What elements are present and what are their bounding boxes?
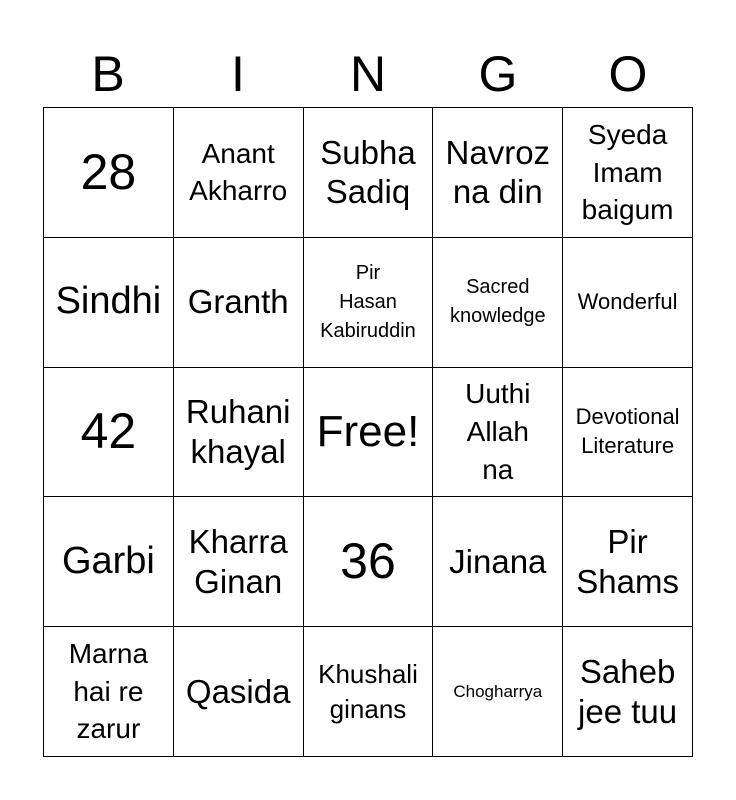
- bingo-cell[interactable]: [433, 497, 563, 627]
- cell-text: Pir Shams: [576, 523, 679, 600]
- cell-text: Kharra Ginan: [188, 523, 288, 600]
- bingo-cell[interactable]: [563, 497, 693, 627]
- cell-text: Subha Sadiq: [320, 133, 416, 211]
- bingo-cell[interactable]: [304, 238, 434, 368]
- cell-text: Garbi: [61, 539, 155, 582]
- bingo-cell[interactable]: [174, 627, 304, 757]
- bingo-cell[interactable]: [304, 627, 434, 757]
- bingo-cell[interactable]: [433, 368, 563, 498]
- bingo-cell[interactable]: [44, 108, 174, 238]
- bingo-cell[interactable]: [563, 108, 693, 238]
- bingo-header: [43, 40, 693, 108]
- bingo-cell[interactable]: [304, 108, 434, 238]
- header-letter-b: B: [91, 46, 125, 102]
- header-letter-o: O: [608, 46, 648, 102]
- cell-text: Syeda Imam baigum: [581, 118, 674, 226]
- cell-text: Navroz na din: [445, 133, 551, 211]
- bingo-cell[interactable]: [174, 497, 304, 627]
- bingo-cell[interactable]: [433, 108, 563, 238]
- bingo-cell[interactable]: [44, 627, 174, 757]
- cell-text: Sindhi: [55, 280, 162, 323]
- cell-text: Pir Hasan Kabiruddin: [320, 261, 416, 342]
- cell-text: Qasida: [185, 672, 291, 710]
- cell-text: Wonderful: [577, 288, 678, 314]
- bingo-cell[interactable]: [563, 368, 693, 498]
- header-letter-n: N: [349, 46, 387, 102]
- bingo-cell[interactable]: [44, 368, 174, 498]
- free-space-text: Free!: [316, 406, 420, 456]
- bingo-grid: [43, 107, 693, 757]
- cell-text: Jinana: [449, 542, 547, 580]
- bingo-cell[interactable]: [563, 238, 693, 368]
- cell-text: Devotional Literature: [575, 404, 680, 458]
- header-letter-i: I: [231, 46, 245, 102]
- header-letter-g: G: [478, 46, 518, 102]
- bingo-cell[interactable]: [433, 627, 563, 757]
- cell-text: Sacred knowledge: [449, 276, 546, 328]
- bingo-cell[interactable]: [44, 497, 174, 627]
- cell-text: 42: [80, 403, 137, 460]
- bingo-cell[interactable]: [174, 368, 304, 498]
- bingo-cell[interactable]: [44, 238, 174, 368]
- cell-text: 36: [340, 533, 396, 590]
- cell-text: Ruhani khayal: [185, 393, 291, 470]
- cell-text: Uuthi Allah na: [465, 378, 531, 485]
- cell-text: 28: [80, 143, 137, 200]
- cell-text: Granth: [187, 283, 289, 321]
- bingo-cell[interactable]: [433, 238, 563, 368]
- bingo-cell[interactable]: [304, 497, 434, 627]
- cell-text: Anant Akharro: [189, 137, 288, 207]
- bingo-cell[interactable]: [174, 238, 304, 368]
- cell-text: Chogharrya: [453, 681, 543, 701]
- bingo-cell[interactable]: [174, 108, 304, 238]
- bingo-cell[interactable]: [563, 627, 693, 757]
- free-space-cell[interactable]: [304, 368, 434, 498]
- cell-text: Saheb jee tuu: [578, 653, 678, 730]
- cell-text: Khushali ginans: [318, 658, 418, 724]
- cell-text: Marna hai re zarur: [68, 637, 149, 745]
